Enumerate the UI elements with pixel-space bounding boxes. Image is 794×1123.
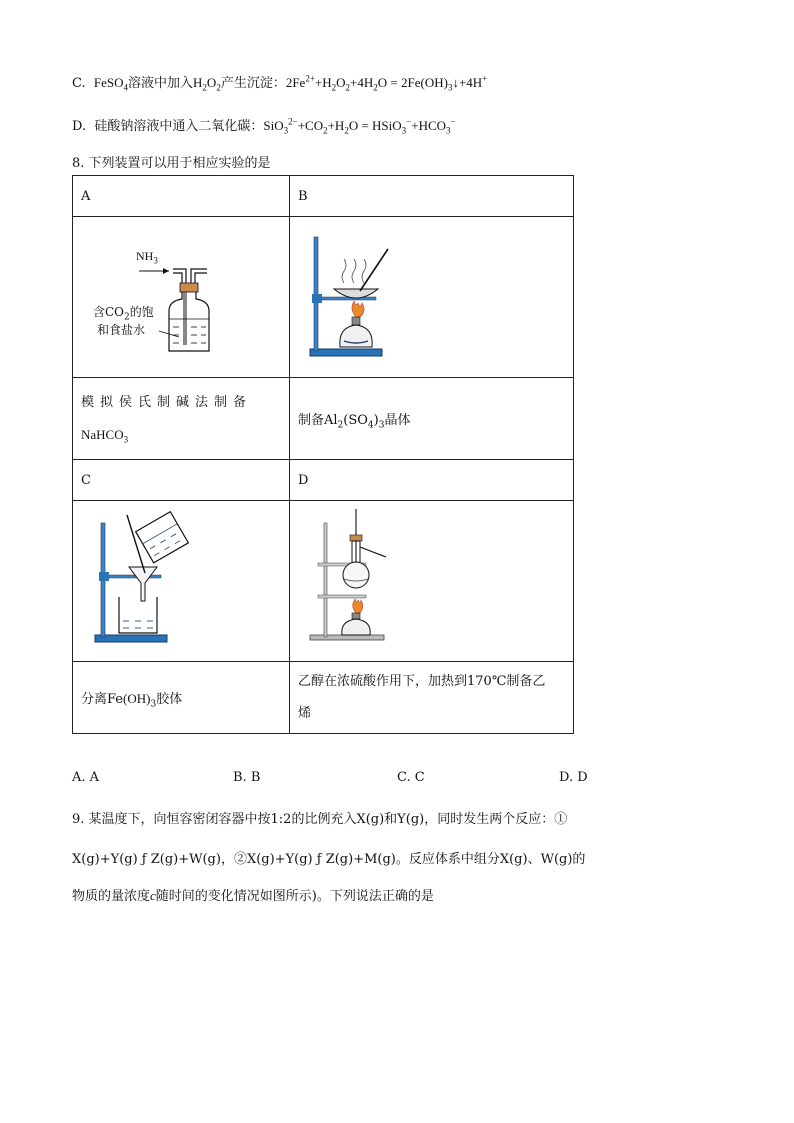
cell-b-label: B	[290, 176, 574, 217]
option-c-equation: $2Fe^{2+}+H_2O_2+4H_2O$ = $2Fe(OH)_3↓+4H^+$	[285, 73, 488, 93]
cell-a-desc-line1: 模拟侯氏制碱法制备	[81, 394, 253, 410]
cell-a-label: A	[73, 176, 290, 217]
cell-b-figure	[290, 217, 574, 378]
cell-a-figure	[73, 217, 290, 378]
feso4-formula: FeSO$_4$	[93, 75, 129, 93]
option-b[interactable]: B. B	[233, 770, 261, 785]
cell-d-figure	[290, 501, 574, 662]
bottle-note-line1: 含$CO_2$的饱	[93, 305, 154, 323]
question-9-line3: 物质的量浓度c随时间的变化情况如图所示)。下列说法正确的是	[72, 888, 434, 904]
gas-washing-bottle-drawing	[81, 219, 281, 375]
option-d-text: 硅酸钠溶液中通入二氧化碳：	[94, 119, 264, 134]
question-8-table	[72, 175, 574, 734]
option-d-label: D.	[72, 119, 87, 134]
question-9-line2: X(g)+Y(g) ƒ Z(g)+W(g)，②X(g)+Y(g) ƒ Z(g)+M(g)。反应体系中组分X(g)、W(g)的	[72, 852, 586, 867]
nh3-label: $NH_3$	[136, 249, 158, 266]
question-9-line1: 9. 某温度下，向恒容密闭容器中按1:2的比例充入X(g)和Y(g)，同时发生两个反应：①	[72, 812, 568, 827]
cell-c-figure	[73, 501, 290, 662]
option-c-text2: 产生沉淀：	[220, 76, 286, 91]
h2o2-formula: $H_2O_2$	[193, 75, 221, 93]
option-a[interactable]: A. A	[72, 770, 100, 785]
question-8-stem: 8. 下列装置可以用于相应实验的是	[72, 156, 271, 171]
cell-c-label: C	[73, 460, 290, 501]
distillation-flask-drawing	[298, 501, 565, 657]
filtration-drawing	[81, 501, 281, 657]
option-c[interactable]: C. C	[397, 770, 425, 785]
option-d-line	[72, 115, 456, 134]
cell-b-description: 制备$Al_2(SO_4)_3$晶体	[290, 378, 574, 460]
cell-d-label: D	[290, 460, 574, 501]
cell-a-desc-line2: NaHCO$_3$	[81, 426, 129, 445]
cell-d-desc-line1: 乙醇在浓硫酸作用下，加热到170℃制备乙	[298, 673, 546, 689]
option-d[interactable]: D. D	[559, 770, 588, 785]
evaporating-dish-drawing	[298, 217, 565, 373]
cell-d-desc-line2: 烯	[298, 705, 312, 721]
bottle-note-line2: 和食盐水	[97, 323, 146, 337]
option-c-text1: 溶液中加入	[128, 76, 194, 91]
option-c-line	[72, 72, 487, 91]
option-c-label: C.	[72, 76, 86, 91]
option-d-equation: $SiO_3^{2-}+CO_2+H_2O$ = $HSiO_3^-+HCO_3^-$	[263, 116, 456, 136]
cell-d-description	[290, 662, 574, 734]
cell-a-description	[73, 378, 290, 460]
cell-c-description: 分离$Fe(OH)_3$胶体	[73, 662, 290, 734]
